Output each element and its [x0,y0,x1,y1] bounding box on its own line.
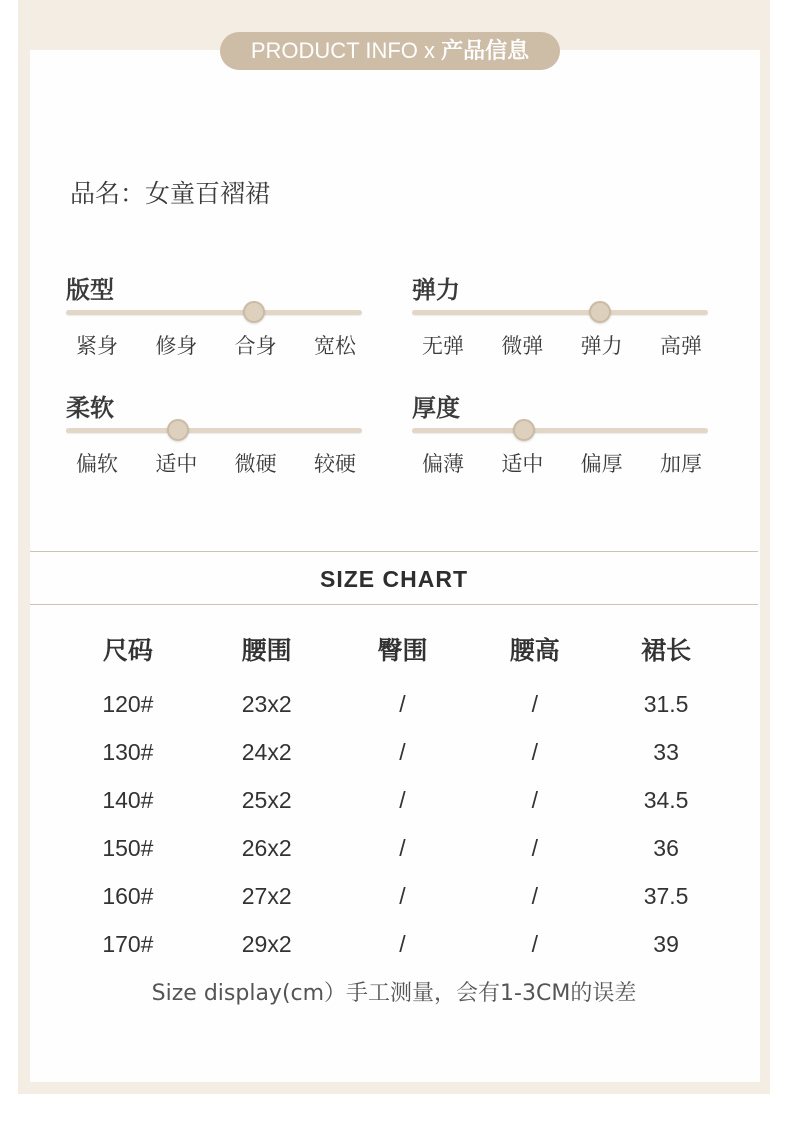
table-cell: / [531,930,538,957]
divider [30,604,758,605]
badge-en: PRODUCT INFO x [250,38,442,63]
table-row [60,680,730,728]
badge-zh: 产品信息 [441,38,530,63]
slider-track [412,428,708,433]
table-cell: / [399,930,406,957]
table-cell: 170# [102,930,154,957]
table-row [60,776,730,824]
attribute-title: 版型 [66,276,114,304]
table-cell: 39 [653,930,679,957]
option-label: 弹力 [580,334,623,358]
option-label: 偏软 [76,452,118,476]
table-cell: / [399,738,406,765]
option-label: 适中 [501,452,544,476]
table-cell: 24x2 [241,738,292,765]
table-cell: 31.5 [643,690,689,717]
table-cell: 29x2 [241,930,292,957]
slider-knob [513,419,535,441]
table-cell: / [531,786,538,813]
option-labels [66,448,366,478]
section-badge [220,32,560,70]
table-row [60,920,730,968]
option-label: 偏厚 [580,452,623,476]
table-cell: 150# [102,834,154,861]
option-label: 合身 [234,334,277,358]
table-cell: 140# [102,786,154,813]
table-row [60,824,730,872]
option-label: 较硬 [313,452,356,476]
table-cell: / [399,786,406,813]
option-labels [412,448,712,478]
size-chart-title: SIZE CHART [320,566,468,592]
product-name: 品名：女童百褶裙 [70,179,271,208]
table-cell: / [399,882,406,909]
table-cell: 26x2 [241,834,292,861]
option-label: 加厚 [659,452,702,476]
attribute-title: 弹力 [412,276,460,304]
option-label: 微硬 [234,452,277,476]
table-header [60,626,730,672]
option-label: 无弹 [422,334,464,358]
option-label: 偏薄 [422,452,464,476]
table-row [60,872,730,920]
table-cell: 27x2 [241,882,292,909]
divider [30,551,758,552]
table-cell: 34.5 [643,786,689,813]
table-cell: / [531,882,538,909]
table-cell: / [399,690,406,717]
option-label: 修身 [155,334,198,358]
attribute-elasticity [412,270,712,358]
table-cell: 130# [102,738,154,765]
table-cell: / [531,690,538,717]
slider-track [66,428,362,433]
table-cell: / [399,834,406,861]
table-cell: 25x2 [241,786,292,813]
table-cell: 23x2 [241,690,292,717]
column-header: 腰围 [241,636,292,665]
table-cell: 36 [653,834,679,861]
slider-knob [167,419,189,441]
attribute-thickness [412,388,712,476]
slider-knob [243,301,265,323]
table-cell: 37.5 [643,882,689,909]
option-label: 适中 [155,452,198,476]
table-cell: 160# [102,882,154,909]
measurement-note: Size display(cm）手工测量，会有1-3CM的误差 [151,981,637,1006]
column-header: 腰高 [509,636,560,665]
slider-track [412,310,708,315]
table-cell: 120# [102,690,154,717]
option-label: 微弹 [501,334,544,358]
attribute-fit [66,270,366,358]
option-labels [66,330,366,360]
slider-knob [589,301,611,323]
table-cell: / [531,738,538,765]
column-header: 尺码 [102,636,153,665]
option-labels [412,330,712,360]
attribute-softness [66,388,366,476]
attribute-title: 柔软 [66,394,114,422]
option-label: 紧身 [76,334,118,358]
option-label: 宽松 [313,334,356,358]
option-label: 高弹 [659,334,702,358]
table-row [60,728,730,776]
table-cell: / [531,834,538,861]
attribute-title: 厚度 [412,394,460,422]
table-cell: 33 [653,738,679,765]
size-table [60,626,730,968]
column-header: 裙长 [641,636,692,665]
slider-track [66,310,362,315]
column-header: 臀围 [377,636,428,665]
